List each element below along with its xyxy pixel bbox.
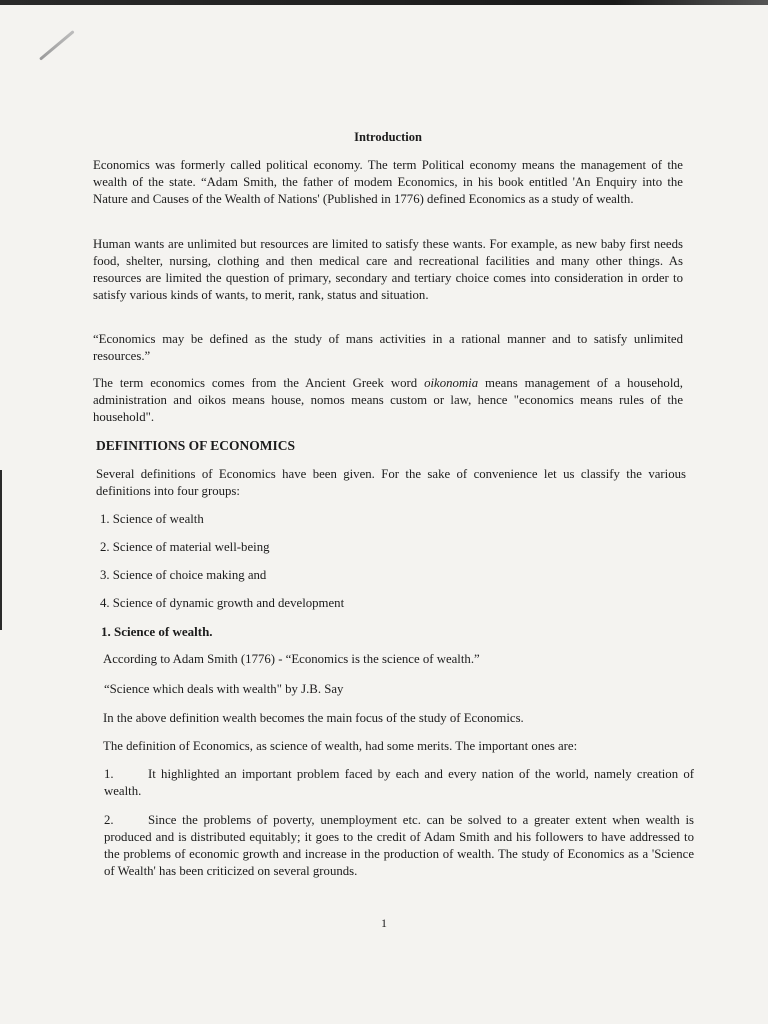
etymology-text-before: The term economics comes from the Ancient Greek word (93, 376, 425, 390)
merits-intro: The definition of Economics, as science of wealth, had some merits. The important ones are: (103, 739, 578, 753)
etymology-text-after: means management of a household, administration and oikos means house, nomos means custom or law, hence "economics means rules of the household". (93, 376, 683, 424)
etymology-term: oikonomia (424, 376, 479, 390)
scan-left-edge (0, 470, 2, 630)
scan-top-edge (0, 0, 768, 5)
merit-number: 1. (104, 767, 114, 781)
jb-say-quote: “Science which deals with wealth" by J.B. Say (104, 682, 344, 696)
page-title: Introduction (354, 130, 422, 144)
group-item: 2. Science of material well-being (100, 540, 270, 554)
definitions-intro: Several definitions of Economics have been given. For the sake of convenience let us classify the various definitions into four groups: (96, 467, 686, 498)
merit-item-2 (104, 812, 694, 880)
merit-number: 2. (104, 813, 114, 827)
group-item: 4. Science of dynamic growth and development (100, 596, 345, 610)
pencil-mark (39, 30, 75, 61)
adam-smith-quote: According to Adam Smith (1776) - “Economics is the science of wealth.” (103, 652, 480, 666)
paragraph-etymology (93, 375, 683, 426)
merit-text: Since the problems of poverty, unemployment etc. can be solved to a greater extent when wealth is produced and is distributed equitably; it goes to the credit of Adam Smith and his followers to have addressed to the problems of economic growth and increase in the production of wealth. The study of Economics as a 'Science of Wealth' has been criticized on several grounds. (104, 813, 694, 878)
page-number: 1 (381, 916, 387, 930)
paragraph-human-wants: Human wants are unlimited but resources are limited to satisfy these wants. For example, as new baby first needs food, shelter, nursing, clothing and then medical care and recreational facilities and many other things. As resources are limited the question of primary, secondary and tertiary choice comes into consideration in order to satisfy various kinds of wants, to merit, rank, status and situation. (93, 237, 683, 302)
paragraph-definition-quote: “Economics may be defined as the study of mans activities in a rational manner and to satisfy unlimited resources.” (93, 332, 683, 363)
paragraph-political-economy: Economics was formerly called political economy. The term Political economy means the management of the wealth of the state. “Adam Smith, the father of modem Economics, in his book entitled 'An Enquiry into the Nature and Causes of the Wealth of Nations' (Published in 1776) defined Economics as a study of wealth. (93, 158, 683, 206)
group-item: 1. Science of wealth (100, 512, 204, 526)
definitions-heading: DEFINITIONS OF ECONOMICS (96, 438, 296, 453)
merit-text: It highlighted an important problem faced by each and every nation of the world, namely creation of wealth. (104, 767, 694, 798)
group-item: 3. Science of choice making and (100, 568, 267, 582)
wealth-focus-line: In the above definition wealth becomes the main focus of the study of Economics. (103, 711, 524, 725)
science-of-wealth-heading: 1. Science of wealth. (101, 624, 213, 639)
merit-item-1 (104, 766, 694, 800)
